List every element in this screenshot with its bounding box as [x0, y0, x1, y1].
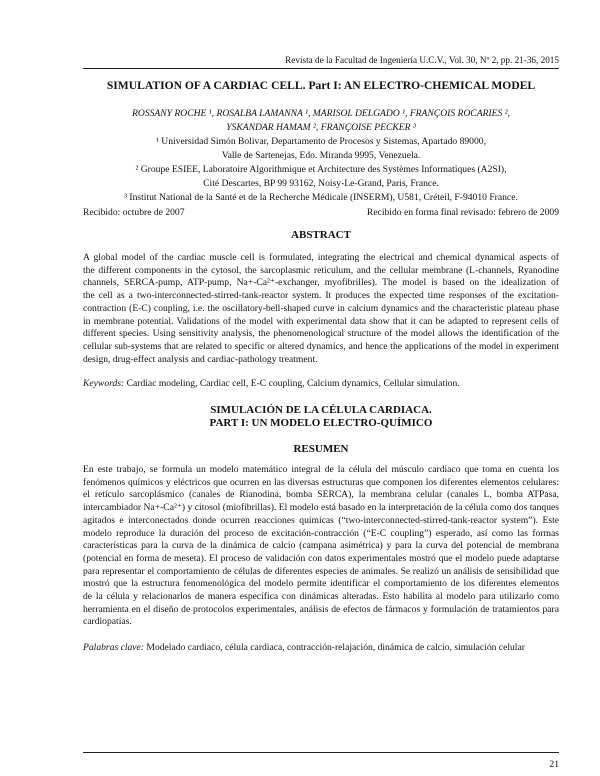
revised-date: Recibido en forma final revisado: febrero de 2009 — [366, 207, 559, 218]
paragraph-line: agitados e interconectados donde ocurren reacciones químicas (“two-interconnected-stirred-tank-reactor system”). Este — [83, 514, 559, 526]
paragraph-line: intercambiador Na+-Ca²⁺) y citosol (miofibrillas). El modelo está basado en la interpretación de la célula como dos tanques — [83, 502, 559, 514]
paragraph-line: contraction (E-C) coupling, i.e. the oscillatory-bell-shaped curve in calcium dynamics and the characteristic plateau phase — [83, 302, 559, 314]
paragraph-line: fenómenos químicos y eléctricos que ocurren en las diversas estructuras que componen los diferentes elementos celulares: — [83, 476, 559, 488]
paragraph-line: de la célula y relacionarlos de manera específica con dinámicas alteradas. Esto habilita al modelo para utilizarlo como — [83, 591, 559, 603]
palabras-clave — [83, 642, 525, 653]
authors — [83, 107, 559, 135]
paper-title: SIMULATION OF A CARDIAC CELL. Part I: AN ELECTRO-CHEMICAL MODEL — [106, 79, 536, 92]
resumen-heading: RESUMEN — [293, 443, 349, 455]
paragraph-line: different species. Using sensitivity analysis, the phenomenological structure of the model allows the identification of the — [83, 328, 559, 340]
paragraph-line: el retículo sarcoplásmico (canales de Rianodina, bomba SERCA), la membrana celular (canales L, bomba ATPasa, — [83, 489, 559, 501]
affiliation-line: ¹ Universidad Simón Bolivar, Departamento de Procesos y Sistemas, Apartado 89000, — [156, 136, 486, 147]
journal-header: Revista de la Facultad de Ingeniería U.C.V., Vol. 30, Nº 2, pp. 21-36, 2015 — [285, 55, 559, 65]
authors-line: ROSSANY ROCHE ¹, ROSALBA LAMANNA ¹, MARISOL DELGADO ¹, FRANÇOIS ROCARIES ², — [132, 108, 510, 119]
paragraph-line: cardiopatías. — [83, 616, 132, 628]
affiliation-line: Valle de Sartenejas, Edo. Miranda 9995, Venezuela. — [221, 150, 421, 161]
abstract-heading: ABSTRACT — [291, 229, 351, 241]
paragraph-line: modelo reproduce la duración del proceso de excitación-contracción (“E-C coupling”) esperado, así como las formas — [83, 527, 559, 539]
resumen-body — [83, 464, 559, 629]
keywords — [83, 378, 460, 389]
paragraph-line: En este trabajo, se formula un modelo matemático integral de la célula del músculo cardiaco que toma en cuenta los — [83, 464, 559, 475]
authors-line: YSKANDAR HAMAM ², FRANÇOISE PECKER ³ — [226, 122, 416, 133]
paragraph-line: herramienta en el diseño de protocolos experimentales, análisis de efectos de fármacos y formulación de tratamientos para — [83, 603, 559, 615]
affiliation-line: ² Groupe ESIEE, Laboratoire Algorithmique et Architecture des Systèmes Informatiques (A2SI), — [135, 164, 507, 175]
spanish-title-line: SIMULACIÓN DE LA CÉLULA CARDIACA. — [210, 404, 432, 416]
paragraph-line: the different components in the cytosol, the sarcoplasmic reticulum, and the cellular membrane (L-channels, Ryanodine — [83, 264, 559, 276]
palabras-label: Palabras clave: — [83, 642, 145, 653]
paragraph-line: design, drug-effect analysis and cardiac-pathology treatment. — [83, 353, 318, 365]
paragraph-line: (potencial en forma de meseta). El proceso de validación con datos experimentales mostró que el modelo puede adaptarse — [83, 552, 559, 564]
paragraph-line: the cell as a two-interconnected-stirred-tank-reactor system. It produces the expected time responses of the excitation- — [83, 290, 559, 302]
keywords-text: Cardiac modeling, Cardiac cell, E-C coupling, Calcium dynamics, Cellular simulation. — [124, 378, 460, 389]
abstract-body — [83, 252, 559, 366]
received-date: Recibido: octubre de 2007 — [83, 207, 185, 218]
palabras-text: Modelado cardiaco, célula cardiaca, contracción-relajación, dinámica de calcio, simulación celular — [144, 642, 525, 653]
affiliation-line: Cité Descartes, BP 99 93162, Noisy-Le-Grand, Paris, France. — [203, 178, 439, 189]
page-number: 21 — [549, 759, 559, 770]
spanish-title — [83, 404, 559, 430]
paragraph-line: in membrane potential. Validations of the model with experimental data show that it can be adapted to represent cells of — [83, 315, 559, 327]
paragraph-line: cellular sub-systems that are related to specific or altered dynamics, and hence the applications of the model in experiment — [83, 340, 559, 352]
spanish-title-line: PART I: UN MODELO ELECTRO-QUÍMICO — [209, 417, 433, 429]
paragraph-line: channels, SERCA-pump, ATP-pump, Na+-Ca²⁺-exchanger, myofibrilles). The model is based on the idealization of — [83, 277, 559, 289]
affiliations — [83, 135, 559, 205]
keywords-label: Keywords: — [83, 378, 125, 389]
paragraph-line: para representar el comportamiento de células de diferentes especies de animales. Se realizó un análisis de sensibilidad que — [83, 565, 559, 577]
paragraph-line: mostró que la estructura fenomenológica del modelo permite identificar el comportamiento de los diferentes elementos — [83, 578, 559, 590]
affiliation-line: ³ Institut National de la Santé et de la Recherche Médicale (INSERM), U581, Créteil, F-94010 France. — [124, 192, 518, 203]
footer-rule — [83, 752, 559, 753]
paragraph-line: características para la curva de la dinámica de calcio (campana asimétrica) y para la curva del potencial de membrana — [83, 540, 559, 552]
header-rule — [83, 68, 559, 69]
paragraph-line: A global model of the cardiac muscle cell is formulated, integrating the electrical and chemical dynamical aspects of — [83, 252, 559, 263]
